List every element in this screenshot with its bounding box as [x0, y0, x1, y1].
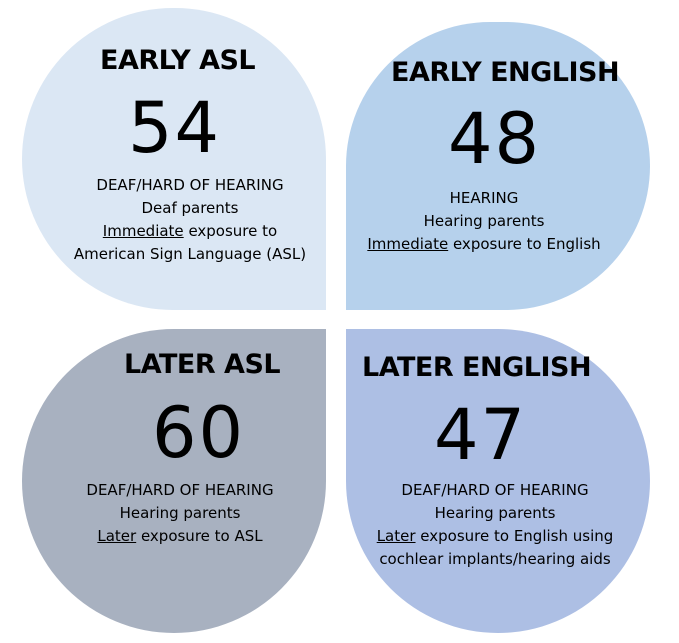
early-english-description — [356, 187, 612, 256]
later-english-title: LATER ENGLISH — [362, 352, 592, 383]
later-asl-parents: Hearing parents — [119, 504, 241, 522]
early-asl-hearing-status: DEAF/HARD OF HEARING — [96, 176, 284, 194]
early-english-count: 48 — [448, 98, 542, 180]
later-asl-count: 60 — [152, 392, 246, 474]
later-english-exposure-timing: Later — [376, 527, 416, 545]
early-asl-language: American Sign Language (ASL) — [73, 245, 307, 263]
early-asl-exposure — [62, 220, 318, 243]
early-english-exposure-rest: exposure to English — [448, 235, 601, 253]
later-asl-exposure-rest: exposure to ASL — [136, 527, 263, 545]
later-english-exposure — [370, 525, 620, 548]
early-asl-count: 54 — [128, 87, 222, 169]
later-english-exposure-rest: exposure to English using — [415, 527, 614, 545]
later-english-description — [370, 479, 620, 571]
later-asl-title: LATER ASL — [124, 349, 281, 380]
early-asl-exposure-rest: exposure to — [183, 222, 278, 240]
early-english-parents: Hearing parents — [423, 212, 545, 230]
early-asl-title: EARLY ASL — [100, 45, 256, 76]
later-asl-description — [62, 479, 298, 548]
later-english-parents: Hearing parents — [434, 504, 556, 522]
later-english-count: 47 — [434, 394, 528, 476]
early-english-hearing-status: HEARING — [449, 189, 519, 207]
early-asl-parents: Deaf parents — [141, 199, 239, 217]
early-english-exposure — [356, 233, 612, 256]
later-asl-exposure-timing: Later — [97, 527, 137, 545]
later-english-hearing-status: DEAF/HARD OF HEARING — [401, 481, 589, 499]
later-asl-exposure — [62, 525, 298, 548]
later-english-device: cochlear implants/hearing aids — [379, 550, 611, 568]
later-asl-hearing-status: DEAF/HARD OF HEARING — [86, 481, 274, 499]
early-asl-exposure-timing: Immediate — [102, 222, 184, 240]
early-asl-description — [62, 174, 318, 266]
early-english-exposure-timing: Immediate — [367, 235, 449, 253]
early-english-title: EARLY ENGLISH — [391, 57, 620, 88]
